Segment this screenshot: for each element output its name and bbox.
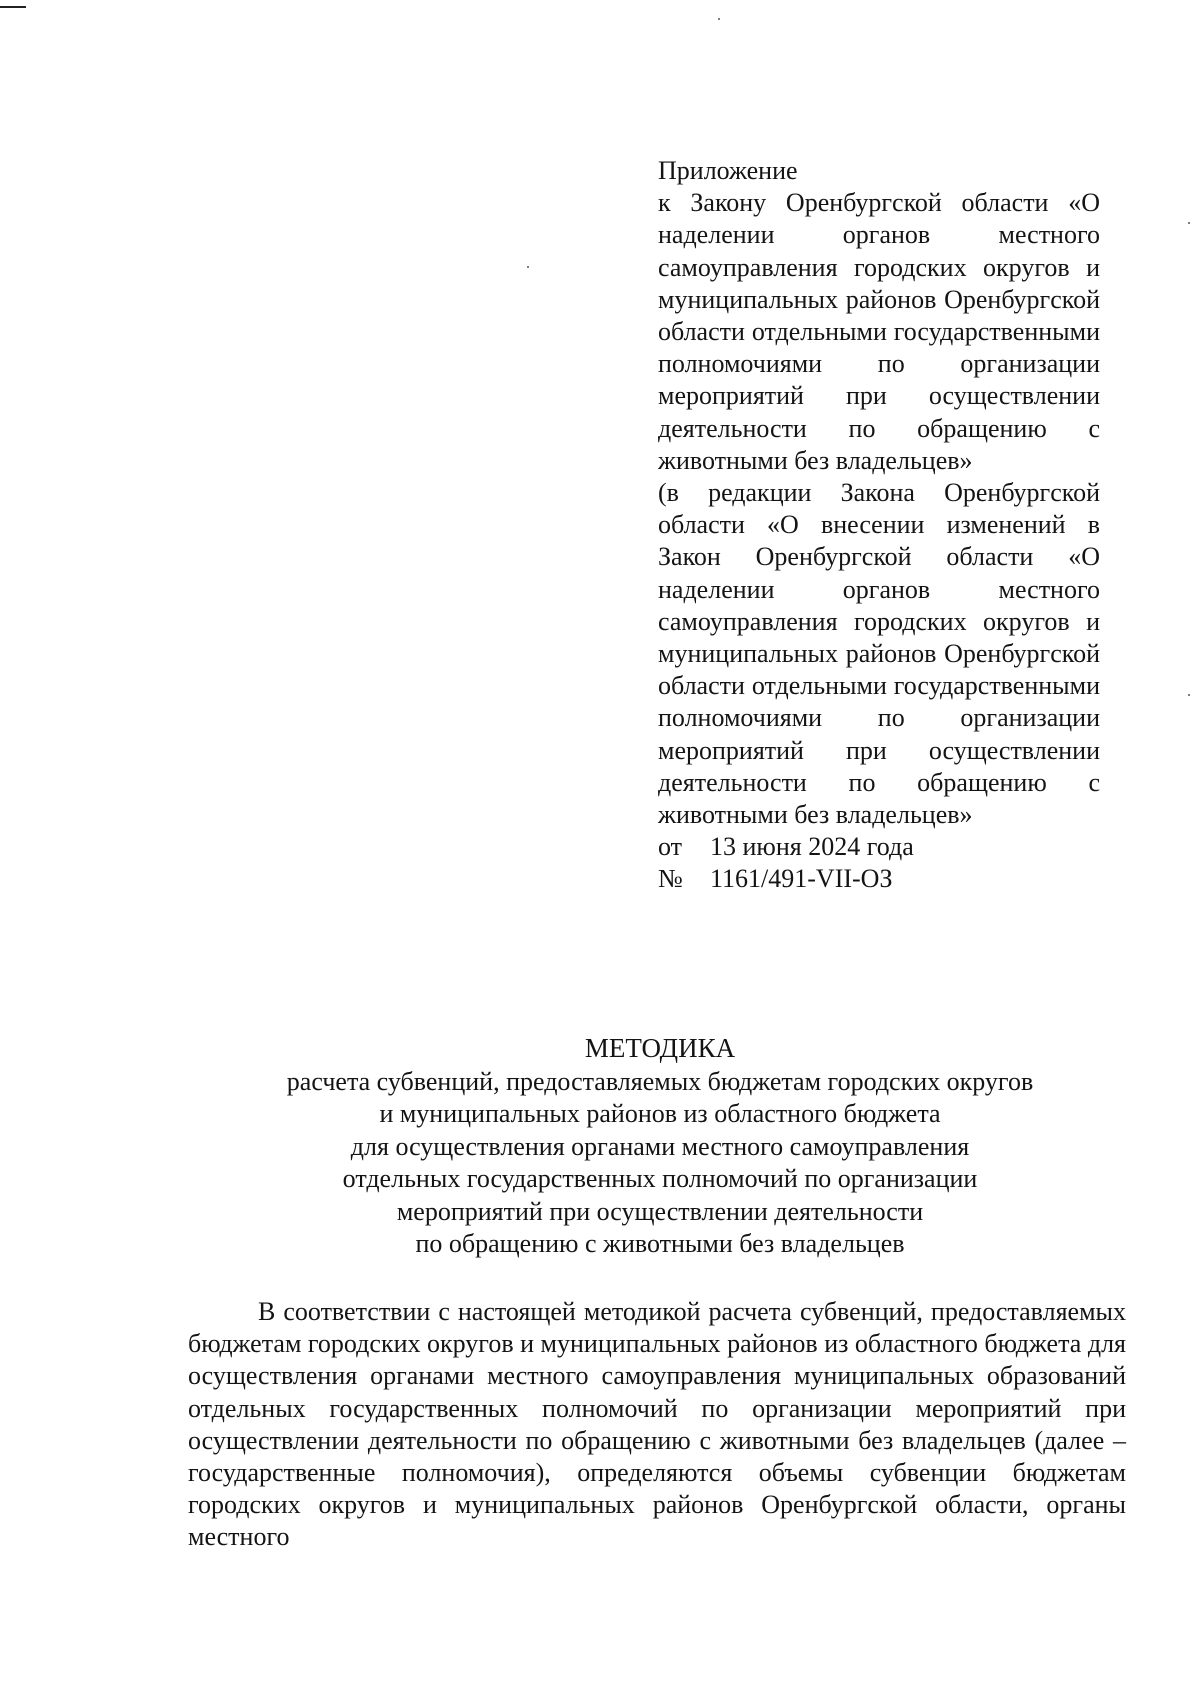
scan-speck: [1188, 222, 1190, 224]
title-line: по обращению с животными без владельцев: [415, 1229, 905, 1258]
edition-note: (в редакции Закона Оренбургской области «О внесении изменений в Закон Оренбургской области «О наделении органов местного самоуправления городских округов и муниципальных районов Оренбургской области отдельными государственными полномочиями по организации мероприятий при осуществлении деятельности по обращению с животными без владельцев»: [658, 478, 1100, 830]
adoption-date-row: [658, 831, 1100, 863]
law-reference: к Закону Оренбургской области «О наделении органов местного самоуправления городских округов и муниципальных районов Оренбургской области отдельными государственными полномочиями по организации мероприятий при осуществлении деятельности по обращению с животными без владельцев»: [658, 188, 1100, 475]
scan-speck: [718, 18, 720, 20]
law-number-row: [658, 863, 1100, 895]
appendix-heading: Приложение: [658, 156, 798, 185]
title-line: и муниципальных районов из областного бюджета: [379, 1099, 941, 1128]
title-line: отдельных государственных полномочий по организации: [342, 1164, 978, 1193]
document-title: МЕТОДИКА: [584, 1033, 736, 1063]
adoption-date: 13 июня 2024 года: [710, 832, 914, 862]
scan-speck: [527, 266, 529, 268]
title-line: мероприятий при осуществлении деятельности: [396, 1196, 924, 1226]
title-line: для осуществления органами местного самоуправления: [350, 1131, 970, 1161]
date-label: от: [658, 832, 683, 862]
document-title-block: [160, 1032, 1160, 1261]
scan-edge-mark: [0, 6, 26, 8]
law-number: 1161/491-VII-ОЗ: [710, 864, 893, 894]
appendix-block: [658, 155, 1100, 896]
number-label: №: [658, 864, 683, 894]
title-line: расчета субвенций, предоставляемых бюджетам городских округов: [286, 1066, 1034, 1096]
scan-speck: [1188, 694, 1190, 696]
body-paragraph: В соответствии с настоящей методикой расчета субвенций, предоставляемых бюджетам городских округов и муниципальных районов из областного бюджета для осуществления органами местного самоуправления муниципальных образований отдельных государственных полномочий по организации мероприятий при осуществлении деятельности по обращению с животными без владельцев (далее – государственные полномочия), определяются объемы субвенции бюджетам городских округов и муниципальных районов Оренбургской области, органы местного: [188, 1297, 1126, 1552]
